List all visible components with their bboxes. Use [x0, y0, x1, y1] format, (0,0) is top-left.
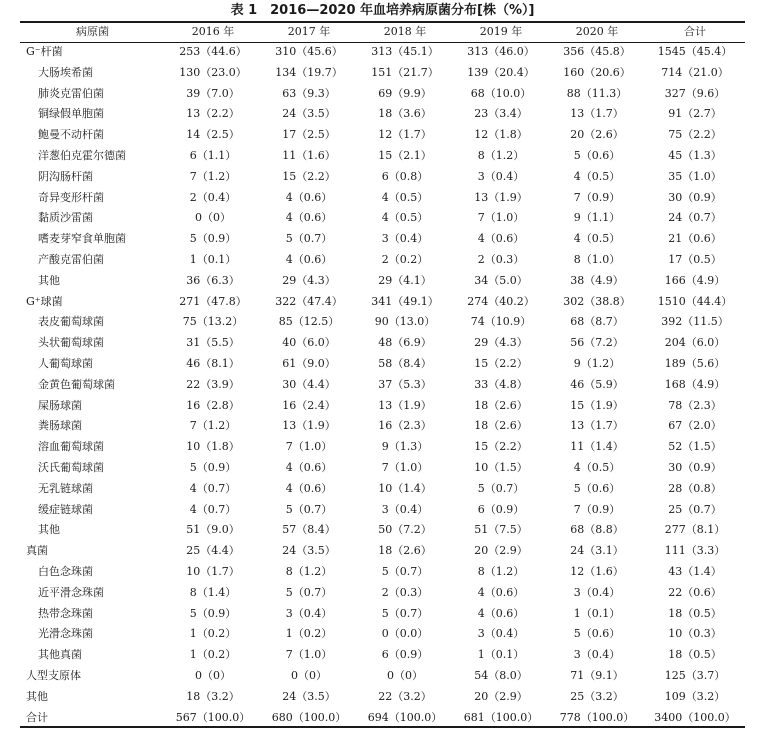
year-cell: 40（6.0） [282, 336, 336, 350]
year-cell: 0（0） [195, 668, 231, 682]
year-cell: 12（1.8） [474, 128, 528, 142]
pathogen-name: 热带念珠菌 [38, 606, 93, 620]
year-cell: 18（3.6） [378, 107, 432, 121]
total-cell: 327（9.6） [664, 86, 726, 100]
year-cell: 4（0.6） [285, 211, 333, 225]
pathogen-name: 白色念珠菌 [38, 564, 93, 578]
year-cell: 4（0.5） [573, 232, 621, 246]
year-cell: 9（1.1） [573, 211, 621, 225]
pathogen-name: 光滑念珠菌 [38, 627, 93, 641]
year-cell: 14（2.5） [186, 128, 240, 142]
year-cell: 5（0.7） [477, 481, 525, 495]
header-2016: 2016 年 [191, 25, 235, 38]
year-cell: 24（3.1） [570, 544, 624, 558]
year-cell: 778（100.0） [559, 710, 635, 724]
year-cell: 88（11.3） [566, 86, 628, 100]
year-cell: 5（0.9） [189, 232, 237, 246]
year-cell: 3（0.4） [573, 648, 621, 662]
year-cell: 24（3.5） [282, 107, 336, 121]
year-cell: 4（0.6） [285, 252, 333, 266]
pathogen-distribution-table [20, 22, 745, 728]
year-cell: 37（5.3） [378, 377, 432, 391]
table-body [20, 42, 745, 728]
pathogen-name: 屎肠球菌 [38, 398, 82, 412]
total-cell: 204（6.0） [664, 336, 726, 350]
table-row [20, 354, 745, 375]
year-cell: 57（8.4） [282, 523, 336, 537]
year-cell: 8（1.2） [477, 564, 525, 578]
year-cell: 13（1.7） [570, 419, 624, 433]
year-cell: 74（10.9） [470, 315, 532, 329]
pathogen-name: 溶血葡萄球菌 [38, 440, 104, 454]
year-cell: 18（2.6） [474, 398, 528, 412]
year-cell: 13（2.2） [186, 107, 240, 121]
pathogen-name: 缓症链球菌 [38, 502, 93, 516]
year-cell: 90（13.0） [374, 315, 436, 329]
year-cell: 4（0.6） [285, 460, 333, 474]
year-cell: 22（3.9） [186, 377, 240, 391]
year-cell: 2（0.3） [381, 585, 429, 599]
total-cell: 189（5.6） [664, 356, 726, 370]
year-cell: 29（4.1） [378, 273, 432, 287]
pathogen-name: 沃氏葡萄球菌 [38, 460, 104, 474]
total-cell: 111（3.3） [664, 544, 726, 558]
table-row [20, 479, 745, 500]
category-row [20, 541, 745, 562]
year-cell: 85（12.5） [278, 315, 340, 329]
year-cell: 23（3.4） [474, 107, 528, 121]
table-row [20, 624, 745, 645]
year-cell: 34（5.0） [474, 273, 528, 287]
year-cell: 1（0.2） [285, 627, 333, 641]
year-cell: 13（1.9） [282, 419, 336, 433]
header-2020: 2020 年 [575, 25, 619, 38]
year-cell: 18（2.6） [378, 544, 432, 558]
table-row [20, 208, 745, 229]
year-cell: 3（0.4） [573, 585, 621, 599]
year-cell: 5（0.9） [189, 460, 237, 474]
total-cell: 17（0.5） [668, 252, 722, 266]
year-cell: 7（1.2） [189, 419, 237, 433]
pathogen-name: 表皮葡萄球菌 [38, 315, 104, 329]
table-title: 表 1 2016—2020 年血培养病原菌分布[株（%）] [230, 3, 535, 18]
header-total: 合计 [684, 25, 706, 38]
year-cell: 7（1.0） [285, 648, 333, 662]
year-cell: 5（0.9） [189, 606, 237, 620]
total-cell: 392（11.5） [661, 315, 729, 329]
pathogen-name: 其他真菌 [38, 648, 82, 662]
total-cell: 45（1.3） [668, 148, 722, 162]
pathogen-name: 头状葡萄球菌 [38, 336, 104, 350]
year-cell: 160（20.6） [563, 65, 631, 79]
table-row [20, 416, 745, 437]
year-cell: 18（3.2） [186, 689, 240, 703]
pathogen-name: 其他 [26, 689, 48, 703]
table-row [20, 500, 745, 521]
year-cell: 29（4.3） [282, 273, 336, 287]
year-cell: 7（0.9） [573, 190, 621, 204]
year-cell: 0（0.0） [381, 627, 429, 641]
category-row [20, 666, 745, 687]
year-cell: 5（0.7） [381, 564, 429, 578]
year-cell: 134（19.7） [275, 65, 343, 79]
year-cell: 31（5.5） [186, 336, 240, 350]
total-cell: 25（0.7） [668, 502, 722, 516]
pathogen-name: 合计 [26, 710, 48, 724]
year-cell: 50（7.2） [378, 523, 432, 537]
year-cell: 5（0.7） [381, 606, 429, 620]
year-cell: 5（0.7） [285, 502, 333, 516]
table-row [20, 167, 745, 188]
table-row [20, 146, 745, 167]
year-cell: 3（0.4） [285, 606, 333, 620]
year-cell: 2（0.2） [381, 252, 429, 266]
total-cell: 109（3.2） [664, 689, 726, 703]
year-cell: 71（9.1） [570, 668, 624, 682]
year-cell: 20（2.6） [570, 128, 624, 142]
pathogen-name: 黏质沙雷菌 [38, 211, 93, 225]
table-row [20, 437, 745, 458]
pathogen-name: G⁻杆菌 [26, 45, 63, 58]
year-cell: 2（0.4） [189, 190, 237, 204]
year-cell: 11（1.6） [282, 148, 336, 162]
table-row [20, 229, 745, 250]
pathogen-name: 真菌 [26, 544, 48, 558]
year-cell: 5（0.6） [573, 481, 621, 495]
year-cell: 6（0.8） [381, 169, 429, 183]
total-cell: 78（2.3） [668, 398, 722, 412]
total-cell: 277（8.1） [664, 523, 726, 537]
table-row [20, 604, 745, 625]
table-row [20, 63, 745, 84]
year-cell: 12（1.7） [378, 128, 432, 142]
year-cell: 12（1.6） [570, 564, 624, 578]
year-cell: 16（2.8） [186, 398, 240, 412]
total-cell: 18（0.5） [668, 606, 722, 620]
year-cell: 24（3.5） [282, 544, 336, 558]
year-cell: 4（0.6） [477, 606, 525, 620]
table-header-row [20, 22, 745, 42]
year-cell: 10（1.4） [378, 481, 432, 495]
year-cell: 20（2.9） [474, 689, 528, 703]
pathogen-name: 金黄色葡萄球菌 [38, 377, 115, 391]
year-cell: 18（2.6） [474, 419, 528, 433]
year-cell: 15（2.1） [378, 148, 432, 162]
year-cell: 24（3.5） [282, 689, 336, 703]
year-cell: 139（20.4） [467, 65, 535, 79]
year-cell: 63（9.3） [282, 86, 336, 100]
total-cell: 30（0.9） [668, 460, 722, 474]
year-cell: 1（0.1） [477, 648, 525, 662]
year-cell: 51（9.0） [186, 523, 240, 537]
year-cell: 0（0） [387, 668, 423, 682]
year-cell: 4（0.5） [573, 460, 621, 474]
pathogen-name: 近平滑念珠菌 [38, 585, 104, 599]
year-cell: 4（0.5） [381, 190, 429, 204]
pathogen-name: 阴沟肠杆菌 [38, 169, 93, 183]
pathogen-name: 铜绿假单胞菌 [38, 107, 104, 121]
year-cell: 0（0） [291, 668, 327, 682]
year-cell: 33（4.8） [474, 377, 528, 391]
year-cell: 39（7.0） [186, 86, 240, 100]
year-cell: 29（4.3） [474, 336, 528, 350]
year-cell: 13（1.9） [378, 398, 432, 412]
year-cell: 2（0.3） [477, 252, 525, 266]
category-row [20, 687, 745, 708]
year-cell: 69（9.9） [378, 86, 432, 100]
year-cell: 5（0.7） [285, 585, 333, 599]
year-cell: 8（1.2） [477, 148, 525, 162]
year-cell: 68（8.7） [570, 315, 624, 329]
year-cell: 15（2.2） [474, 440, 528, 454]
pathogen-name: 人葡萄球菌 [38, 356, 93, 370]
table-row [20, 375, 745, 396]
pathogen-name: 其他 [38, 523, 60, 537]
total-cell: 75（2.2） [668, 128, 722, 142]
total-cell: 714（21.0） [661, 65, 729, 79]
table-row [20, 645, 745, 666]
year-cell: 3（0.4） [477, 169, 525, 183]
pathogen-name: 洋葱伯克霍尔德菌 [38, 148, 126, 162]
header-2018: 2018 年 [383, 25, 427, 38]
year-cell: 4（0.6） [477, 585, 525, 599]
year-cell: 68（8.8） [570, 523, 624, 537]
year-cell: 6（0.9） [381, 648, 429, 662]
total-cell: 166（4.9） [664, 273, 726, 287]
year-cell: 0（0） [195, 211, 231, 225]
year-cell: 4（0.6） [477, 232, 525, 246]
year-cell: 4（0.5） [573, 169, 621, 183]
year-cell: 56（7.2） [570, 336, 624, 350]
year-cell: 302（38.8） [563, 294, 631, 308]
pathogen-name: 奇异变形杆菌 [38, 190, 104, 204]
year-cell: 253（44.6） [179, 45, 247, 58]
total-cell: 125（3.7） [664, 668, 726, 682]
year-cell: 10（1.5） [474, 460, 528, 474]
total-cell: 1510（44.4） [657, 294, 733, 308]
year-cell: 4（0.7） [189, 502, 237, 516]
table-row [20, 125, 745, 146]
category-row [20, 708, 745, 729]
year-cell: 15（1.9） [570, 398, 624, 412]
year-cell: 680（100.0） [271, 710, 347, 724]
total-cell: 67（2.0） [668, 419, 722, 433]
table-row [20, 333, 745, 354]
year-cell: 3（0.4） [381, 232, 429, 246]
category-row [20, 292, 745, 313]
year-cell: 22（3.2） [378, 689, 432, 703]
total-cell: 22（0.6） [668, 585, 722, 599]
year-cell: 1（0.1） [189, 252, 237, 266]
pathogen-name: 无乳链球菌 [38, 481, 93, 495]
pathogen-name: G⁺球菌 [26, 294, 63, 308]
year-cell: 13（1.7） [570, 107, 624, 121]
table-row [20, 84, 745, 105]
table-row [20, 312, 745, 333]
year-cell: 68（10.0） [470, 86, 532, 100]
total-cell: 43（1.4） [668, 564, 722, 578]
year-cell: 1（0.1） [573, 606, 621, 620]
table-row [20, 104, 745, 125]
pathogen-name: 鲍曼不动杆菌 [38, 128, 104, 142]
year-cell: 25（4.4） [186, 544, 240, 558]
year-cell: 36（6.3） [186, 273, 240, 287]
year-cell: 313（45.1） [371, 45, 439, 58]
header-pathogen: 病原菌 [76, 25, 109, 38]
year-cell: 16（2.4） [282, 398, 336, 412]
year-cell: 130（23.0） [179, 65, 247, 79]
year-cell: 7（1.0） [285, 440, 333, 454]
year-cell: 13（1.9） [474, 190, 528, 204]
year-cell: 5（0.6） [573, 627, 621, 641]
year-cell: 1（0.2） [189, 648, 237, 662]
year-cell: 48（6.9） [378, 336, 432, 350]
year-cell: 75（13.2） [182, 315, 244, 329]
pathogen-name: 大肠埃希菌 [38, 65, 93, 79]
year-cell: 5（0.7） [285, 232, 333, 246]
table-row [20, 271, 745, 292]
pathogen-name: 嗜麦芽窄食单胞菌 [38, 232, 126, 246]
year-cell: 6（1.1） [189, 148, 237, 162]
year-cell: 1（0.2） [189, 627, 237, 641]
total-cell: 10（0.3） [668, 627, 722, 641]
year-cell: 6（0.9） [477, 502, 525, 516]
pathogen-name: 人型支原体 [26, 668, 81, 682]
year-cell: 25（3.2） [570, 689, 624, 703]
year-cell: 61（9.0） [282, 356, 336, 370]
year-cell: 9（1.2） [573, 356, 621, 370]
year-cell: 3（0.4） [381, 502, 429, 516]
pathogen-name: 其他 [38, 273, 60, 287]
year-cell: 681（100.0） [463, 710, 539, 724]
table-row [20, 583, 745, 604]
total-cell: 52（1.5） [668, 440, 722, 454]
category-row [20, 42, 745, 63]
year-cell: 8（1.2） [285, 564, 333, 578]
year-cell: 20（2.9） [474, 544, 528, 558]
total-cell: 24（0.7） [668, 211, 722, 225]
year-cell: 7（0.9） [573, 502, 621, 516]
year-cell: 10（1.8） [186, 440, 240, 454]
year-cell: 5（0.6） [573, 148, 621, 162]
year-cell: 11（1.4） [570, 440, 624, 454]
total-cell: 91（2.7） [668, 107, 722, 121]
year-cell: 46（5.9） [570, 377, 624, 391]
year-cell: 4（0.6） [285, 481, 333, 495]
total-cell: 3400（100.0） [654, 710, 736, 724]
total-cell: 1545（45.4） [657, 45, 733, 58]
year-cell: 694（100.0） [367, 710, 443, 724]
year-cell: 567（100.0） [175, 710, 251, 724]
year-cell: 46（8.1） [186, 356, 240, 370]
table-row [20, 396, 745, 417]
pathogen-name: 粪肠球菌 [38, 419, 82, 433]
total-cell: 35（1.0） [668, 169, 722, 183]
year-cell: 271（47.8） [179, 294, 247, 308]
table-row [20, 520, 745, 541]
year-cell: 54（8.0） [474, 668, 528, 682]
year-cell: 3（0.4） [477, 627, 525, 641]
year-cell: 17（2.5） [282, 128, 336, 142]
pathogen-name: 产酸克雷伯菌 [38, 252, 104, 266]
year-cell: 7（1.0） [477, 211, 525, 225]
year-cell: 10（1.7） [186, 564, 240, 578]
year-cell: 341（49.1） [371, 294, 439, 308]
total-cell: 30（0.9） [668, 190, 722, 204]
header-2019: 2019 年 [479, 25, 523, 38]
total-cell: 28（0.8） [668, 481, 722, 495]
year-cell: 7（1.2） [189, 169, 237, 183]
total-cell: 18（0.5） [668, 648, 722, 662]
year-cell: 58（8.4） [378, 356, 432, 370]
header-2017: 2017 年 [287, 25, 331, 38]
table-row [20, 250, 745, 271]
year-cell: 313（46.0） [467, 45, 535, 58]
year-cell: 356（45.8） [563, 45, 631, 58]
table-row [20, 458, 745, 479]
year-cell: 274（40.2） [467, 294, 535, 308]
year-cell: 9（1.3） [381, 440, 429, 454]
year-cell: 4（0.6） [285, 190, 333, 204]
table-row [20, 188, 745, 209]
year-cell: 4（0.7） [189, 481, 237, 495]
year-cell: 30（4.4） [282, 377, 336, 391]
year-cell: 15（2.2） [474, 356, 528, 370]
pathogen-name: 肺炎克雷伯菌 [38, 86, 104, 100]
total-cell: 21（0.6） [668, 232, 722, 246]
year-cell: 7（1.0） [381, 460, 429, 474]
year-cell: 4（0.5） [381, 211, 429, 225]
total-cell: 168（4.9） [664, 377, 726, 391]
table-row [20, 562, 745, 583]
year-cell: 38（4.9） [570, 273, 624, 287]
year-cell: 8（1.4） [189, 585, 237, 599]
year-cell: 51（7.5） [474, 523, 528, 537]
year-cell: 15（2.2） [282, 169, 336, 183]
year-cell: 322（47.4） [275, 294, 343, 308]
year-cell: 151（21.7） [371, 65, 439, 79]
year-cell: 310（45.6） [275, 45, 343, 58]
year-cell: 8（1.0） [573, 252, 621, 266]
year-cell: 16（2.3） [378, 419, 432, 433]
